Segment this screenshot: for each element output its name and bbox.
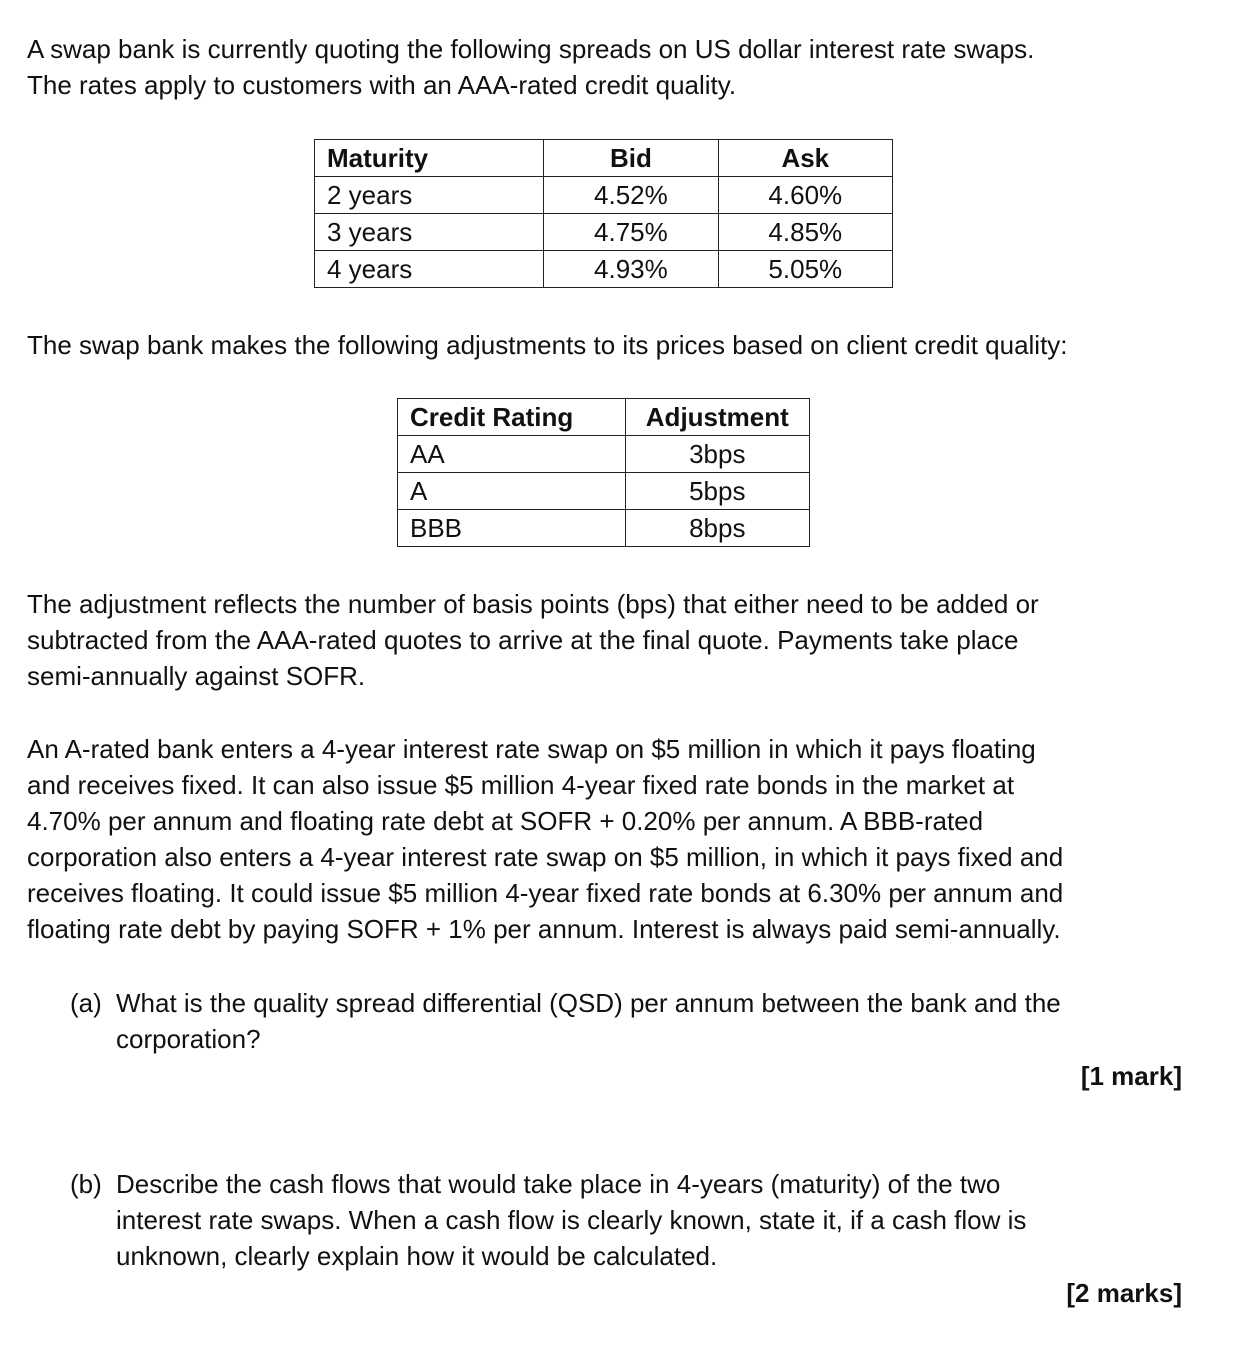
table-row: [398, 510, 810, 547]
scenario-line-5: receives floating. It could issue $5 million 4-year fixed rate bonds at 6.30% per annum and: [27, 878, 1064, 908]
adjust-line-3: semi-annually against SOFR.: [27, 661, 366, 691]
table-row: [315, 251, 893, 288]
adjustment-explanation: [27, 586, 1217, 694]
scenario-paragraph: [27, 731, 1217, 947]
question-a-line-1: What is the quality spread differential (QSD) per annum between the bank and the: [116, 988, 1061, 1018]
cell-ask: 4.85%: [718, 214, 892, 251]
question-b-line-1: Describe the cash flows that would take place in 4-years (maturity) of the two: [116, 1169, 1001, 1199]
cell-adjustment: 8bps: [625, 510, 809, 547]
table-header-row: [398, 399, 810, 436]
scenario-line-3: 4.70% per annum and floating rate debt at SOFR + 0.20% per annum. A BBB-rated: [27, 806, 984, 836]
question-b-text: [116, 1166, 1190, 1274]
table-row: [398, 436, 810, 473]
cell-adjustment: 5bps: [625, 473, 809, 510]
scenario-line-2: and receives fixed. It can also issue $5 million 4-year fixed rate bonds in the market at: [27, 770, 1015, 800]
adjustment-intro: The swap bank makes the following adjustments to its prices based on client credit quality:: [27, 330, 1068, 360]
question-b-line-2: interest rate swaps. When a cash flow is clearly known, state it, if a cash flow is: [116, 1205, 1027, 1235]
cell-rating: BBB: [398, 510, 626, 547]
cell-maturity: 2 years: [315, 177, 544, 214]
question-a-line-2: corporation?: [116, 1024, 261, 1054]
question-b-line-3: unknown, clearly explain how it would be calculated.: [116, 1241, 718, 1271]
question-a-label: (a): [70, 988, 102, 1018]
question-b-label: (b): [70, 1169, 102, 1199]
cell-bid: 4.52%: [544, 177, 718, 214]
adjust-line-1: The adjustment reflects the number of basis points (bps) that either need to be added or: [27, 589, 1039, 619]
cell-maturity: 3 years: [315, 214, 544, 251]
scenario-line-1: An A-rated bank enters a 4-year interest rate swap on $5 million in which it pays floating: [27, 734, 1036, 764]
header-credit-rating: Credit Rating: [398, 399, 626, 436]
header-ask: Ask: [718, 140, 892, 177]
table-row: [315, 214, 893, 251]
cell-maturity: 4 years: [315, 251, 544, 288]
table-row: [398, 473, 810, 510]
table-header-row: [315, 140, 893, 177]
credit-adjustment-table: [397, 398, 810, 547]
question-b: [70, 1166, 1190, 1274]
question-b-marks: [2 marks]: [1066, 1278, 1182, 1308]
scenario-line-6: floating rate debt by paying SOFR + 1% per annum. Interest is always paid semi-annually.: [27, 914, 1061, 944]
intro-line-1: A swap bank is currently quoting the following spreads on US dollar interest rate swaps.: [27, 34, 1035, 64]
cell-bid: 4.93%: [544, 251, 718, 288]
intro-paragraph: [27, 31, 1217, 103]
cell-ask: 5.05%: [718, 251, 892, 288]
cell-rating: A: [398, 473, 626, 510]
question-a: [70, 985, 1190, 1057]
swap-quotes-table: [314, 139, 893, 288]
scenario-line-4: corporation also enters a 4-year interest rate swap on $5 million, in which it pays fixed and: [27, 842, 1064, 872]
header-maturity: Maturity: [315, 140, 544, 177]
question-a-marks: [1 mark]: [1080, 1061, 1182, 1091]
cell-rating: AA: [398, 436, 626, 473]
header-bid: Bid: [544, 140, 718, 177]
cell-bid: 4.75%: [544, 214, 718, 251]
adjust-line-2: subtracted from the AAA-rated quotes to arrive at the final quote. Payments take place: [27, 625, 1019, 655]
cell-ask: 4.60%: [718, 177, 892, 214]
intro-line-2: The rates apply to customers with an AAA-rated credit quality.: [27, 70, 737, 100]
table-row: [315, 177, 893, 214]
question-a-text: [116, 985, 1190, 1057]
cell-adjustment: 3bps: [625, 436, 809, 473]
header-adjustment: Adjustment: [625, 399, 809, 436]
